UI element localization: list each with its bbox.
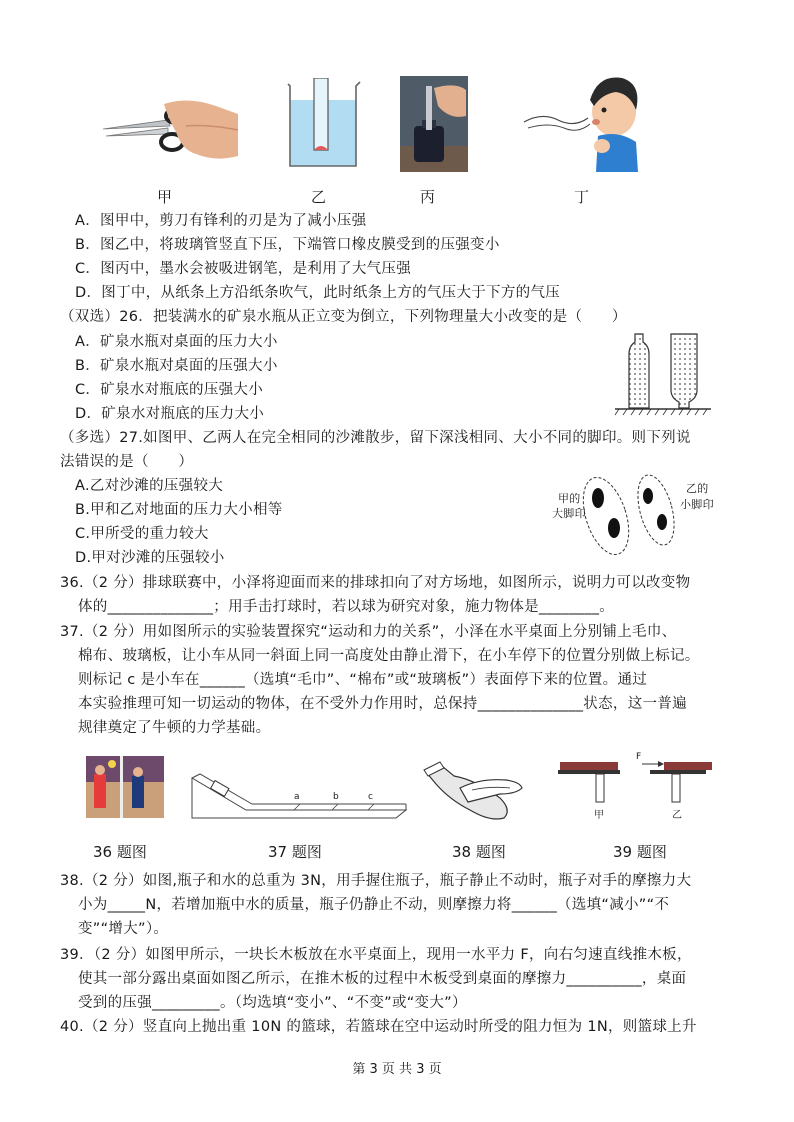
- figure-label-bing: 丙: [420, 188, 436, 206]
- q38-line3: 变”“增大”）。: [78, 921, 169, 937]
- caption-q39: 39 题图: [613, 843, 667, 861]
- figure-label-jia: 甲: [157, 188, 173, 206]
- figure-q36-volleyball: [86, 756, 164, 818]
- q39-line1: 39．（2 分）如图甲所示，一块长木板放在水平桌面上，现用一水平力 F，向右匀速直线推木板，: [60, 947, 692, 963]
- figure-q27-footprints: [578, 470, 698, 560]
- q37-line4: 本实验推理可知一切运动的物体，在不受外力作用时，总保持______________状态，这一普遍: [78, 696, 687, 712]
- q37-mark-b: b: [333, 792, 340, 802]
- figure-jia-scissors: [98, 96, 240, 170]
- q39-force-label: F: [636, 752, 642, 762]
- q25-option-c: C．图丙中，墨水会被吸进钢笔，是利用了大气压强: [75, 261, 412, 277]
- figure-label-ding: 丁: [574, 188, 590, 206]
- figure-q39-board-push: [554, 754, 712, 824]
- q27-option-a: A.乙对沙滩的压强较大: [75, 478, 224, 494]
- q27-label-jia-1: 甲的: [558, 492, 581, 505]
- q38-line1: 38.（2 分）如图,瓶子和水的总重为 3N，用手握住瓶子，瓶子静止不动时，瓶子对手的摩擦力大: [60, 873, 692, 889]
- q37-line2: 棉布、玻璃板，让小车从同一斜面上同一高度处由静止滑下，在小车停下的位置分别做上标记。: [78, 648, 700, 664]
- q26-stem: （双选）26．把装满水的矿泉水瓶从正立变为倒立，下列物理量大小改变的是（ ）: [60, 309, 627, 325]
- q26-option-c: C．矿泉水对瓶底的压强大小: [75, 382, 264, 398]
- figure-yi-beaker: [286, 78, 364, 170]
- q27-label-yi-2: 小脚印: [680, 498, 714, 511]
- q25-option-d: D．图丁中，从纸条上方沿纸条吹气，此时纸条上方的气压大于下方的气压: [75, 285, 561, 301]
- q38-line2: 小为_____N，若增加瓶中水的质量，瓶子仍静止不动，则摩擦力将______（选填“减小”“不: [78, 897, 670, 913]
- q27-option-c: C.甲所受的重力较大: [75, 526, 209, 542]
- q26-option-d: D．矿泉水对瓶底的压力大小: [75, 406, 265, 422]
- q27-stem-line1: （多选）27.如图甲、乙两人在完全相同的沙滩散步，留下深浅相同、大小不同的脚印。则下列说: [60, 430, 691, 446]
- q37-line1: 37.（2 分）用如图所示的实验装置探究“运动和力的关系”，小泽在水平桌面上分别铺上毛巾、: [60, 624, 677, 640]
- figure-q26-bottles: [613, 332, 713, 418]
- figure-q38-bottle-hand: [420, 758, 524, 822]
- page-footer: 第 3 页 共 3 页: [352, 1062, 442, 1077]
- q27-option-b: B.甲和乙对地面的压力大小相等: [75, 502, 283, 518]
- figure-label-yi: 乙: [311, 188, 327, 206]
- caption-q36: 36 题图: [93, 843, 147, 861]
- q37-line5: 规律奠定了牛顿的力学基础。: [78, 720, 271, 736]
- q39-label-jia: 甲: [594, 810, 605, 821]
- q27-stem-line2: 法错误的是（ ）: [60, 454, 194, 470]
- q39-label-yi: 乙: [672, 810, 683, 821]
- q37-mark-c: c: [368, 792, 374, 802]
- q36-line1: 36.（2 分）排球联赛中，小泽将迎面而来的排球扣向了对方场地，如图所示，说明力可以改变物: [60, 575, 691, 591]
- q27-label-yi-1: 乙的: [686, 482, 709, 495]
- q27-label-jia-2: 大脚印: [552, 507, 586, 520]
- q27-option-d: D.甲对沙滩的压强较小: [75, 550, 225, 566]
- q26-option-b: B．矿泉水瓶对桌面的压强大小: [75, 358, 278, 374]
- caption-q38: 38 题图: [452, 843, 506, 861]
- q39-line2: 使其一部分露出桌面如图乙所示，在推木板的过程中木板受到桌面的摩擦力__________，桌面: [78, 971, 687, 987]
- q37-line3: 则标记 c 是小车在______（选填“毛巾”、“棉布”或“玻璃板”）表面停下来的位置。通过: [78, 672, 648, 688]
- q25-option-a: A．图甲中，剪刀有锋利的刃是为了减小压强: [75, 213, 367, 229]
- q37-mark-a: a: [294, 792, 300, 802]
- caption-q37: 37 题图: [268, 843, 322, 861]
- figure-bing-fountain-pen: [400, 76, 468, 172]
- q26-option-a: A．矿泉水瓶对桌面的压力大小: [75, 334, 278, 350]
- q40-line1: 40.（2 分）竖直向上抛出重 10N 的篮球，若篮球在空中运动时所受的阻力恒为 1N，则篮球上升: [60, 1019, 697, 1035]
- figure-ding-blowing-boy: [518, 72, 642, 172]
- q25-option-b: B．图乙中，将玻璃管竖直下压，下端管口橡皮膜受到的压强变小: [75, 237, 500, 253]
- q39-line3: 受到的压强_________。（均选填“变小”、“不变”或“变大”）: [78, 995, 467, 1011]
- q36-line2: 体的______________；用手击打球时，若以球为研究对象，施力物体是________。: [78, 599, 615, 615]
